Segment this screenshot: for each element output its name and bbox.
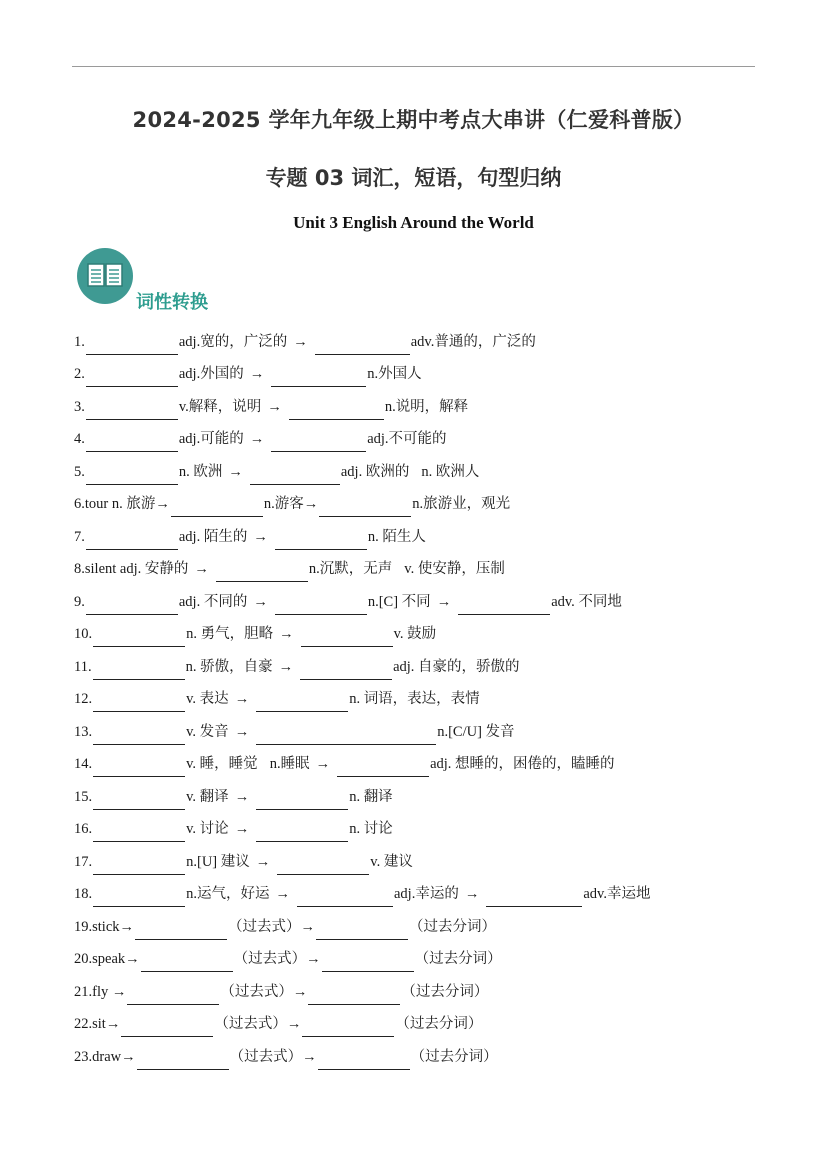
- exercise-row: [74, 907, 774, 940]
- exercise-row: [74, 745, 774, 778]
- answer-blank[interactable]: [316, 921, 408, 940]
- row-text: （过去式）→: [228, 918, 316, 935]
- row-text: 8.silent adj. 安静的: [74, 561, 189, 577]
- row-text: 20.speak→: [74, 951, 140, 967]
- row-text: n.外国人: [367, 366, 422, 382]
- row-text: 19.stick→: [74, 918, 135, 935]
- document-title: 2024-2025 学年九年级上期中考点大串讲（仁爱科普版）: [132, 108, 695, 132]
- arrow-icon: →: [234, 723, 250, 740]
- answer-blank[interactable]: [93, 823, 185, 842]
- answer-blank[interactable]: [216, 563, 308, 582]
- row-text: 7.: [74, 528, 85, 545]
- row-text: 4.: [74, 431, 85, 447]
- row-text: adj.宽的，广泛的: [178, 333, 288, 350]
- answer-blank[interactable]: [93, 856, 185, 875]
- answer-blank[interactable]: [319, 498, 411, 517]
- answer-blank[interactable]: [86, 336, 178, 355]
- exercise-row: [74, 615, 774, 648]
- row-text: adj. 不同的: [178, 593, 248, 610]
- arrow-icon: →: [279, 626, 294, 642]
- answer-blank[interactable]: [322, 953, 414, 972]
- row-text: 18.: [74, 886, 93, 902]
- arrow-icon: →: [249, 431, 265, 447]
- row-text: n. 词语，表达，表情: [349, 691, 480, 707]
- exercise-row: [74, 322, 774, 355]
- answer-blank[interactable]: [141, 953, 233, 972]
- row-text: adj. 想睡的，困倦的，瞌睡的: [430, 756, 615, 772]
- answer-blank[interactable]: [135, 921, 227, 940]
- row-text: 15.: [74, 788, 93, 805]
- row-text: n.游客→: [263, 496, 319, 512]
- arrow-icon: →: [194, 561, 209, 577]
- row-text: n.旅游业，观光: [412, 496, 511, 512]
- unit-title: Unit 3 English Around the World: [293, 213, 534, 232]
- answer-blank[interactable]: [121, 1018, 213, 1037]
- answer-blank[interactable]: [256, 693, 348, 712]
- arrow-icon: →: [253, 593, 268, 610]
- row-text: n.[U] 建议: [186, 853, 250, 870]
- answer-blank[interactable]: [93, 693, 185, 712]
- row-text: n. 陌生人: [367, 528, 426, 545]
- header-rule: [72, 66, 755, 67]
- answer-blank[interactable]: [277, 856, 369, 875]
- row-text: 17.: [74, 853, 93, 870]
- answer-blank[interactable]: [86, 401, 178, 420]
- exercise-row: [74, 1037, 774, 1070]
- row-text: adj. 欧洲的: [340, 463, 410, 480]
- answer-blank[interactable]: [93, 791, 185, 810]
- row-text: 5.: [74, 463, 85, 480]
- row-text: 11.: [74, 658, 92, 675]
- exercise-row: [74, 972, 774, 1005]
- arrow-icon: →: [234, 821, 250, 837]
- row-text: 21.fly →: [74, 983, 127, 1000]
- row-text: （过去分词）: [401, 983, 489, 1000]
- row-text: adj. 自豪的，骄傲的: [393, 658, 520, 675]
- row-text: n. 欧洲人: [421, 463, 480, 480]
- row-text: n.睡眠: [269, 756, 310, 772]
- exercise-row: [74, 550, 774, 583]
- answer-blank[interactable]: [300, 661, 392, 680]
- arrow-icon: →: [228, 463, 243, 480]
- exercise-row: [74, 810, 774, 843]
- answer-blank[interactable]: [271, 433, 366, 452]
- exercise-row: [74, 517, 774, 550]
- answer-blank[interactable]: [256, 791, 348, 810]
- row-text: （过去分词）: [409, 918, 497, 935]
- arrow-icon: →: [255, 853, 271, 870]
- row-text: v. 建议: [370, 853, 413, 870]
- answer-blank[interactable]: [315, 336, 410, 355]
- answer-blank[interactable]: [302, 1018, 394, 1037]
- answer-blank[interactable]: [256, 823, 348, 842]
- row-text: v. 讨论: [186, 821, 229, 837]
- arrow-icon: →: [464, 886, 480, 902]
- row-text: v.解释，说明: [178, 398, 262, 415]
- answer-blank[interactable]: [137, 1051, 229, 1070]
- row-text: n.沉默，无声: [308, 561, 393, 577]
- answer-blank[interactable]: [458, 596, 550, 615]
- exercise-row: [74, 452, 774, 485]
- answer-blank[interactable]: [289, 401, 384, 420]
- answer-blank[interactable]: [93, 661, 185, 680]
- row-text: adj.可能的: [178, 431, 244, 447]
- exercise-row: [74, 712, 774, 745]
- row-text: v. 表达: [186, 691, 229, 707]
- row-text: （过去式）→: [229, 1048, 317, 1065]
- answer-blank[interactable]: [93, 628, 185, 647]
- row-text: （过去式）→: [233, 951, 321, 967]
- answer-blank[interactable]: [297, 888, 393, 907]
- row-text: 10.: [74, 626, 93, 642]
- row-text: （过去分词）: [414, 951, 502, 967]
- exercise-row: [74, 940, 774, 973]
- row-text: n. 翻译: [349, 788, 393, 805]
- exercise-row: [74, 1005, 774, 1038]
- answer-blank[interactable]: [93, 726, 185, 745]
- exercise-row: [74, 680, 774, 713]
- exercise-list: [74, 322, 774, 1070]
- row-text: adj.外国的: [178, 366, 244, 382]
- arrow-icon: →: [278, 658, 294, 675]
- arrow-icon: →: [234, 788, 250, 805]
- row-text: n. 勇气，胆略: [186, 626, 274, 642]
- row-text: n.运气，好运: [186, 886, 270, 902]
- exercise-row: [74, 387, 774, 420]
- arrow-icon: →: [253, 528, 268, 545]
- exercise-row: [74, 875, 774, 908]
- arrow-icon: →: [315, 756, 331, 772]
- open-book-icon: [77, 248, 133, 304]
- row-text: 2.: [74, 366, 85, 382]
- row-text: n. 骄傲，自豪: [185, 658, 273, 675]
- answer-blank[interactable]: [93, 888, 185, 907]
- exercise-row: [74, 582, 774, 615]
- row-text: 1.: [74, 333, 85, 350]
- row-text: 9.: [74, 593, 85, 610]
- answer-blank[interactable]: [318, 1051, 410, 1070]
- answer-blank[interactable]: [275, 596, 367, 615]
- row-text: adv. 不同地: [551, 593, 622, 610]
- row-text: n.说明，解释: [384, 398, 469, 415]
- row-text: 3.: [74, 398, 85, 415]
- row-text: 6.tour n. 旅游→: [74, 496, 170, 512]
- row-text: v. 使安静，压制: [404, 561, 505, 577]
- answer-blank[interactable]: [86, 433, 178, 452]
- row-text: 23.draw→: [74, 1048, 136, 1065]
- row-text: 14.: [74, 756, 93, 772]
- row-text: adv.幸运地: [583, 886, 651, 902]
- row-text: adj.幸运的: [394, 886, 459, 902]
- exercise-row: [74, 647, 774, 680]
- arrow-icon: →: [293, 333, 308, 350]
- row-text: n.[C/U] 发音: [437, 723, 515, 740]
- answer-blank[interactable]: [250, 466, 340, 485]
- answer-blank[interactable]: [171, 498, 263, 517]
- exercise-row: [74, 777, 774, 810]
- row-text: （过去分词）: [395, 1016, 483, 1032]
- row-text: adj.不可能的: [367, 431, 447, 447]
- answer-blank[interactable]: [308, 986, 400, 1005]
- row-text: 12.: [74, 691, 93, 707]
- document-subtitle: 专题 03 词汇，短语，句型归纳: [265, 166, 562, 190]
- row-text: v. 翻译: [186, 788, 229, 805]
- row-text: （过去式）→: [220, 983, 308, 1000]
- answer-blank[interactable]: [486, 888, 582, 907]
- arrow-icon: →: [436, 593, 452, 610]
- section-heading: 词性转换: [136, 292, 208, 313]
- answer-blank[interactable]: [86, 368, 178, 387]
- row-text: 22.sit→: [74, 1016, 121, 1032]
- row-text: （过去式）→: [214, 1016, 302, 1032]
- answer-blank[interactable]: [337, 758, 429, 777]
- row-text: v. 发音: [186, 723, 229, 740]
- arrow-icon: →: [234, 691, 250, 707]
- arrow-icon: →: [249, 366, 265, 382]
- row-text: adv.普通的，广泛的: [410, 333, 536, 350]
- row-text: v. 鼓励: [393, 626, 437, 642]
- answer-blank[interactable]: [271, 368, 366, 387]
- exercise-row: [74, 842, 774, 875]
- answer-blank[interactable]: [86, 531, 178, 550]
- answer-blank[interactable]: [301, 628, 393, 647]
- row-text: n. 欧洲: [178, 463, 223, 480]
- row-text: v. 睡，睡觉: [186, 756, 258, 772]
- row-text: n.[C] 不同: [367, 593, 431, 610]
- row-text: 16.: [74, 821, 93, 837]
- arrow-icon: →: [267, 398, 282, 415]
- row-text: 13.: [74, 723, 93, 740]
- exercise-row: [74, 355, 774, 388]
- answer-blank[interactable]: [275, 531, 367, 550]
- answer-blank[interactable]: [86, 466, 178, 485]
- answer-blank[interactable]: [127, 986, 219, 1005]
- row-text: n. 讨论: [349, 821, 393, 837]
- row-text: adj. 陌生的: [178, 528, 248, 545]
- row-text: （过去分词）: [410, 1048, 498, 1065]
- arrow-icon: →: [275, 886, 290, 902]
- answer-blank[interactable]: [93, 758, 185, 777]
- exercise-row: [74, 485, 774, 518]
- answer-blank[interactable]: [256, 726, 436, 745]
- answer-blank[interactable]: [86, 596, 178, 615]
- exercise-row: [74, 420, 774, 453]
